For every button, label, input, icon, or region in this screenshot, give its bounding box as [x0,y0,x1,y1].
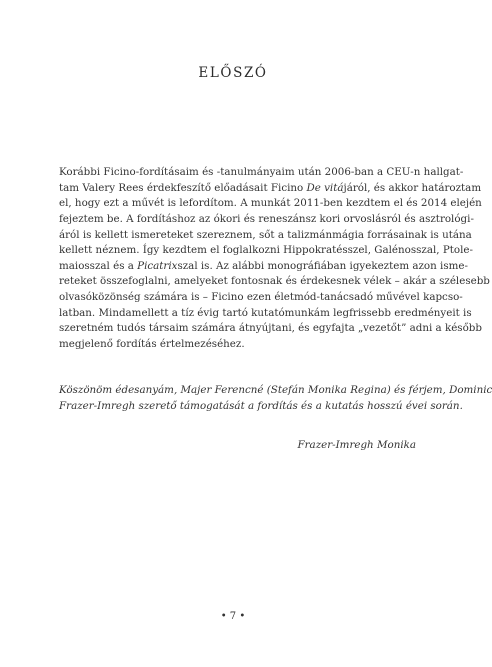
paragraph-line: Korábbi Ficino-fordításaim és -tanulmányaim után 2006-ban a CEU-n hallgat- [59,166,464,178]
preface-paragraph [59,165,490,353]
paragraph-line: szeretném tudós társaim számára átnyújtani, és egyfajta „vezetőt” adni a később [59,322,482,335]
paragraph-line: latban. Mindamellett a tíz évig tartó kutatómunkám legfrissebb eredményeit is [59,306,472,319]
paragraph-line: tam Valery Rees érdekfeszítő előadásait Ficino De vitájáról, és akkor határoztam [59,181,482,194]
paragraph-line: reteket összefoglalni, amelyeket fontosnak és érdekesnek vélek – akár a szélesebb [59,275,490,288]
acknowledgement-line: Frazer-Imregh szerető támogatását a fordítás és a kutatás hosszú évei során. [59,399,463,412]
paragraph-line: megjelenő fordítás értelmezéséhez. [59,338,245,351]
paragraph-line: fejeztem be. A fordításhoz az ókori és reneszánsz kori orvoslásról és asztrológi- [59,212,474,225]
author-signature: Frazer-Imregh Monika [297,439,416,451]
acknowledgement [59,383,492,414]
paragraph-line: kellett néznem. Így kezdtem el foglalkozni Hippokratésszel, Galénosszal, Ptole- [59,244,473,257]
page-title: ELŐSZÓ [198,65,268,81]
paragraph-line: olvasóközönség számára is – Ficino ezen életmód-tanácsadó művével kapcso- [59,291,463,304]
book-title-de-vita: De vitá [306,181,344,194]
acknowledgement-line: Köszönöm édesanyám, Majer Ferencné (Stefán Monika Regina) és férjem, Dominic [59,384,492,396]
paragraph-line: el, hogy ezt a művét is lefordítom. A munkát 2011-ben kezdtem el és 2014 elején [59,197,482,210]
book-title-picatrix: Picatrix [137,259,178,272]
paragraph-line: maiosszal és a Picatrixszal is. Az alábbi monográfiában igyekeztem azon isme- [59,259,468,272]
page-number: • 7 • [220,611,246,622]
paragraph-line: áról is kellett ismereteket szereznem, sőt a talizmánmágia forrásainak is utána [59,228,472,241]
